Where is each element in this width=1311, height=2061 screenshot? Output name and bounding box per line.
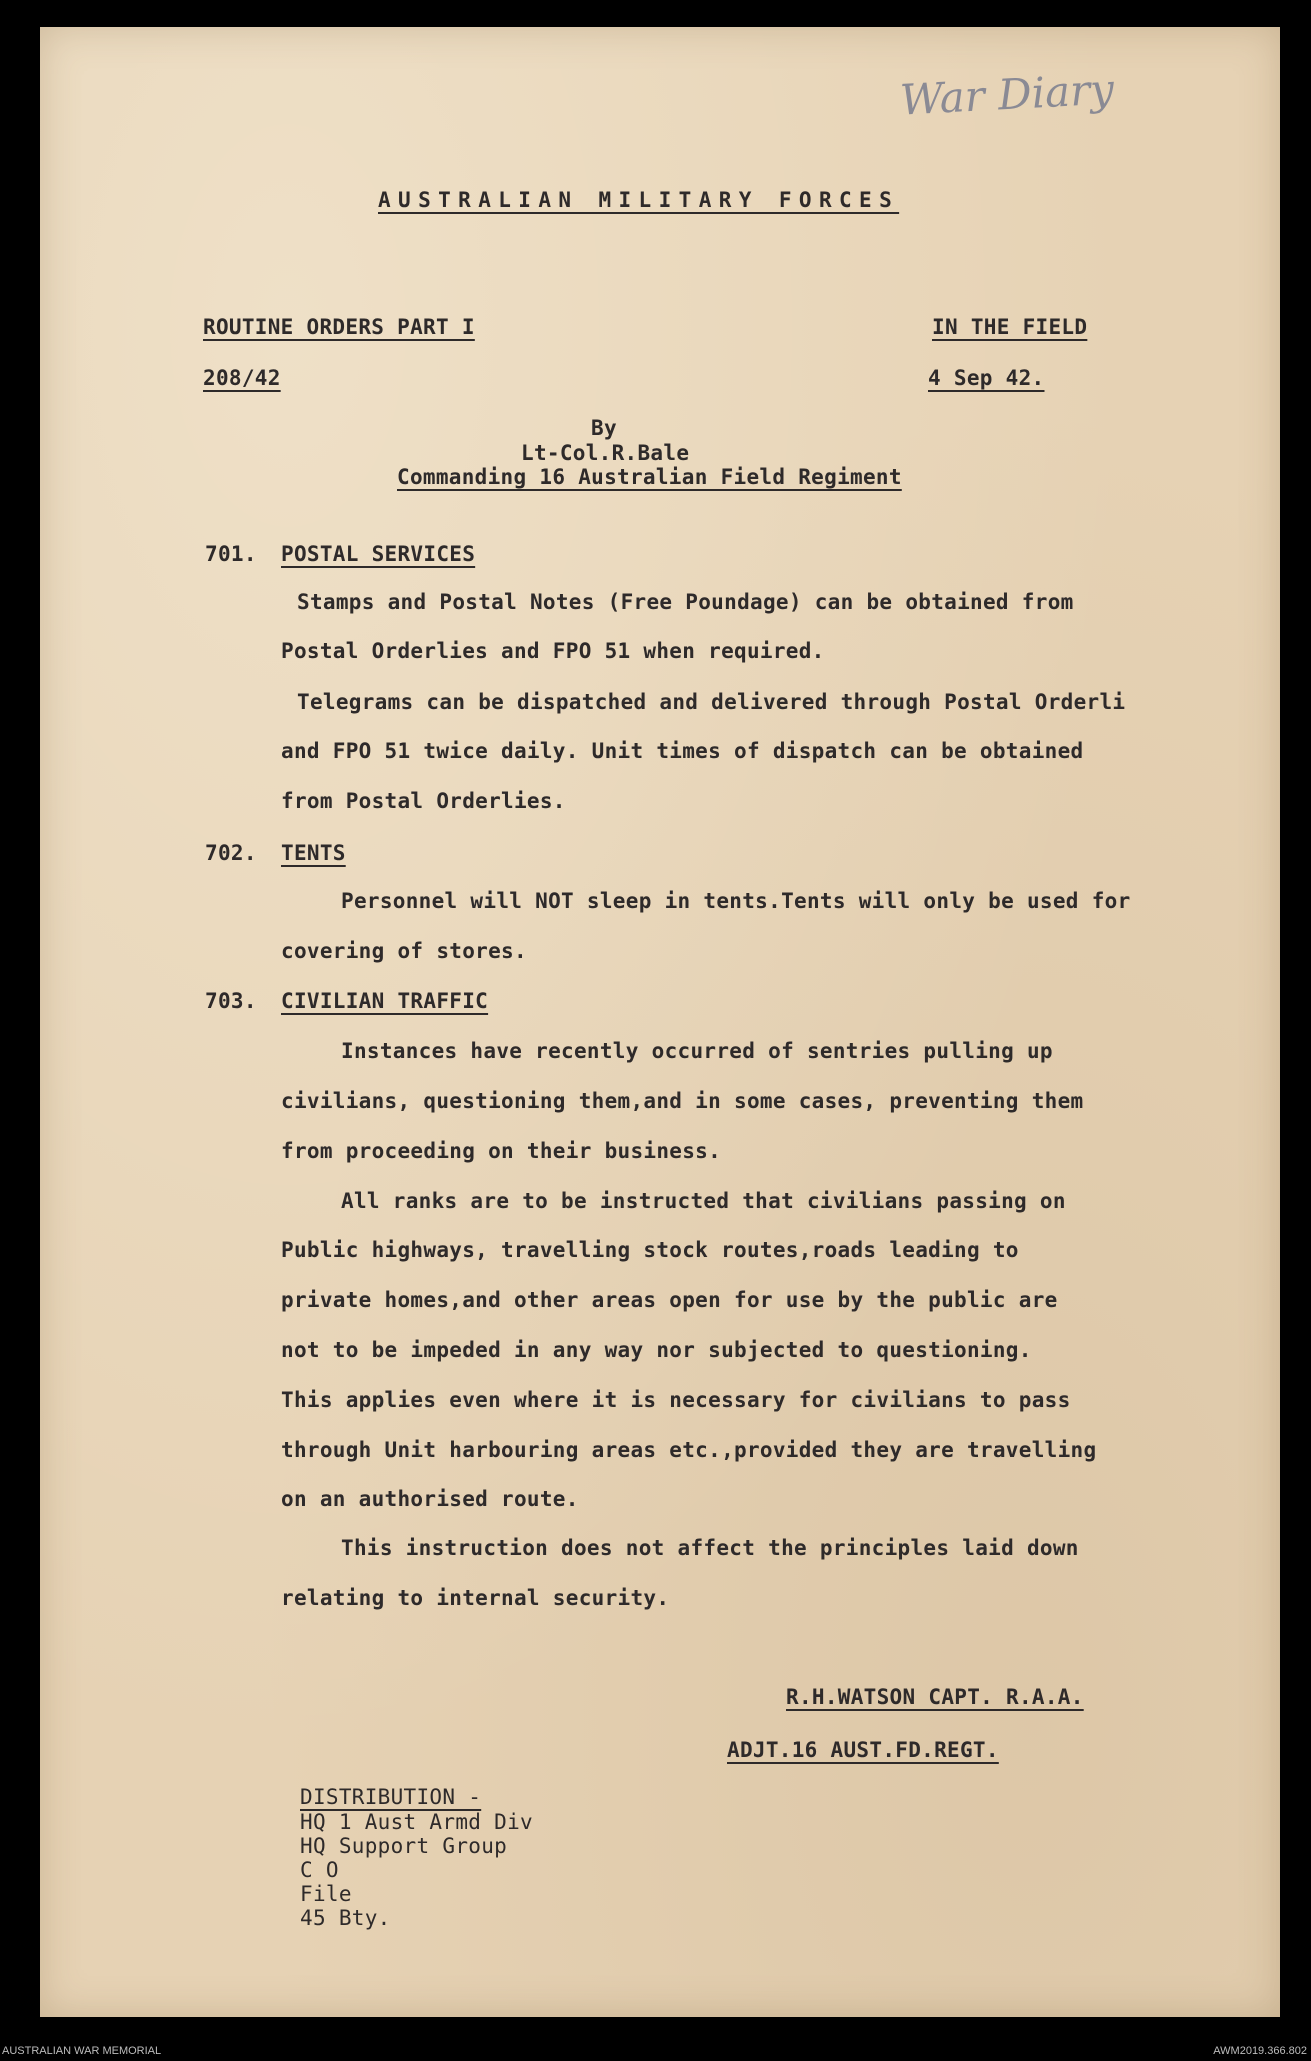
body-line: relating to internal security. [281,1586,670,1610]
distribution-item: HQ 1 Aust Armd Div [300,1810,533,1834]
body-line: Telegrams can be dispatched and delivered through Postal Orderli [297,690,1126,714]
body-line: civilians, questioning them,and in some cases, preventing them [281,1089,1084,1113]
distribution-item: File [300,1882,352,1906]
location: IN THE FIELD [932,315,1088,339]
body-line: This applies even where it is necessary for civilians to pass [281,1388,1071,1412]
body-line: This instruction does not affect the principles laid down [341,1536,1079,1560]
handwritten-annotation: War Diary [898,64,1116,125]
routine-orders-title: ROUTINE ORDERS PART I [203,315,475,339]
archive-reference: AWM2019.366.802 [1213,2045,1307,2057]
archive-credit: AUSTRALIAN WAR MEMORIAL [2,2045,162,2057]
body-line: not to be impeded in any way nor subjected to questioning. [281,1338,1032,1362]
body-line: from Postal Orderlies. [281,789,566,813]
distribution-item: HQ Support Group [300,1834,508,1858]
order-number: 208/42 [203,366,281,390]
body-line: Stamps and Postal Notes (Free Poundage) can be obtained from [297,590,1074,614]
section-number: 701. [205,542,257,566]
body-line: from proceeding on their business. [281,1139,722,1163]
body-line: All ranks are to be instructed that civilians passing on [341,1189,1066,1213]
body-line: covering of stores. [281,939,527,963]
by-line: By [591,416,617,440]
body-line: private homes,and other areas open for use by the public are [281,1288,1058,1312]
distribution-label: DISTRIBUTION - [300,1785,482,1809]
body-line: Instances have recently occurred of sentries pulling up [341,1039,1053,1063]
body-line: Public highways, travelling stock routes,roads leading to [281,1238,1019,1262]
commander-name: Lt-Col.R.Bale [521,441,690,465]
section-title: POSTAL SERVICES [281,542,476,566]
section-title: CIVILIAN TRAFFIC [281,989,489,1013]
date: 4 Sep 42. [928,366,1045,390]
commander-title: Commanding 16 Australian Field Regiment [397,465,902,489]
body-line: Personnel will NOT sleep in tents.Tents will only be used for [341,889,1131,913]
body-line: through Unit harbouring areas etc.,provided they are travelling [281,1438,1097,1462]
body-line: and FPO 51 twice daily. Unit times of dispatch can be obtained [281,739,1084,763]
body-line: Postal Orderlies and FPO 51 when required. [281,639,825,663]
document-heading: AUSTRALIAN MILITARY FORCES [378,188,900,212]
body-line: on an authorised route. [281,1487,579,1511]
distribution-item [300,1908,391,1917]
signatory-title: ADJT.16 AUST.FD.REGT. [727,1738,999,1762]
section-number: 703. [205,989,257,1013]
signatory-name: R.H.WATSON CAPT. R.A.A. [786,1685,1084,1709]
distribution-item: C O [300,1858,339,1882]
section-number: 702. [205,841,257,865]
section-title: TENTS [281,841,346,865]
